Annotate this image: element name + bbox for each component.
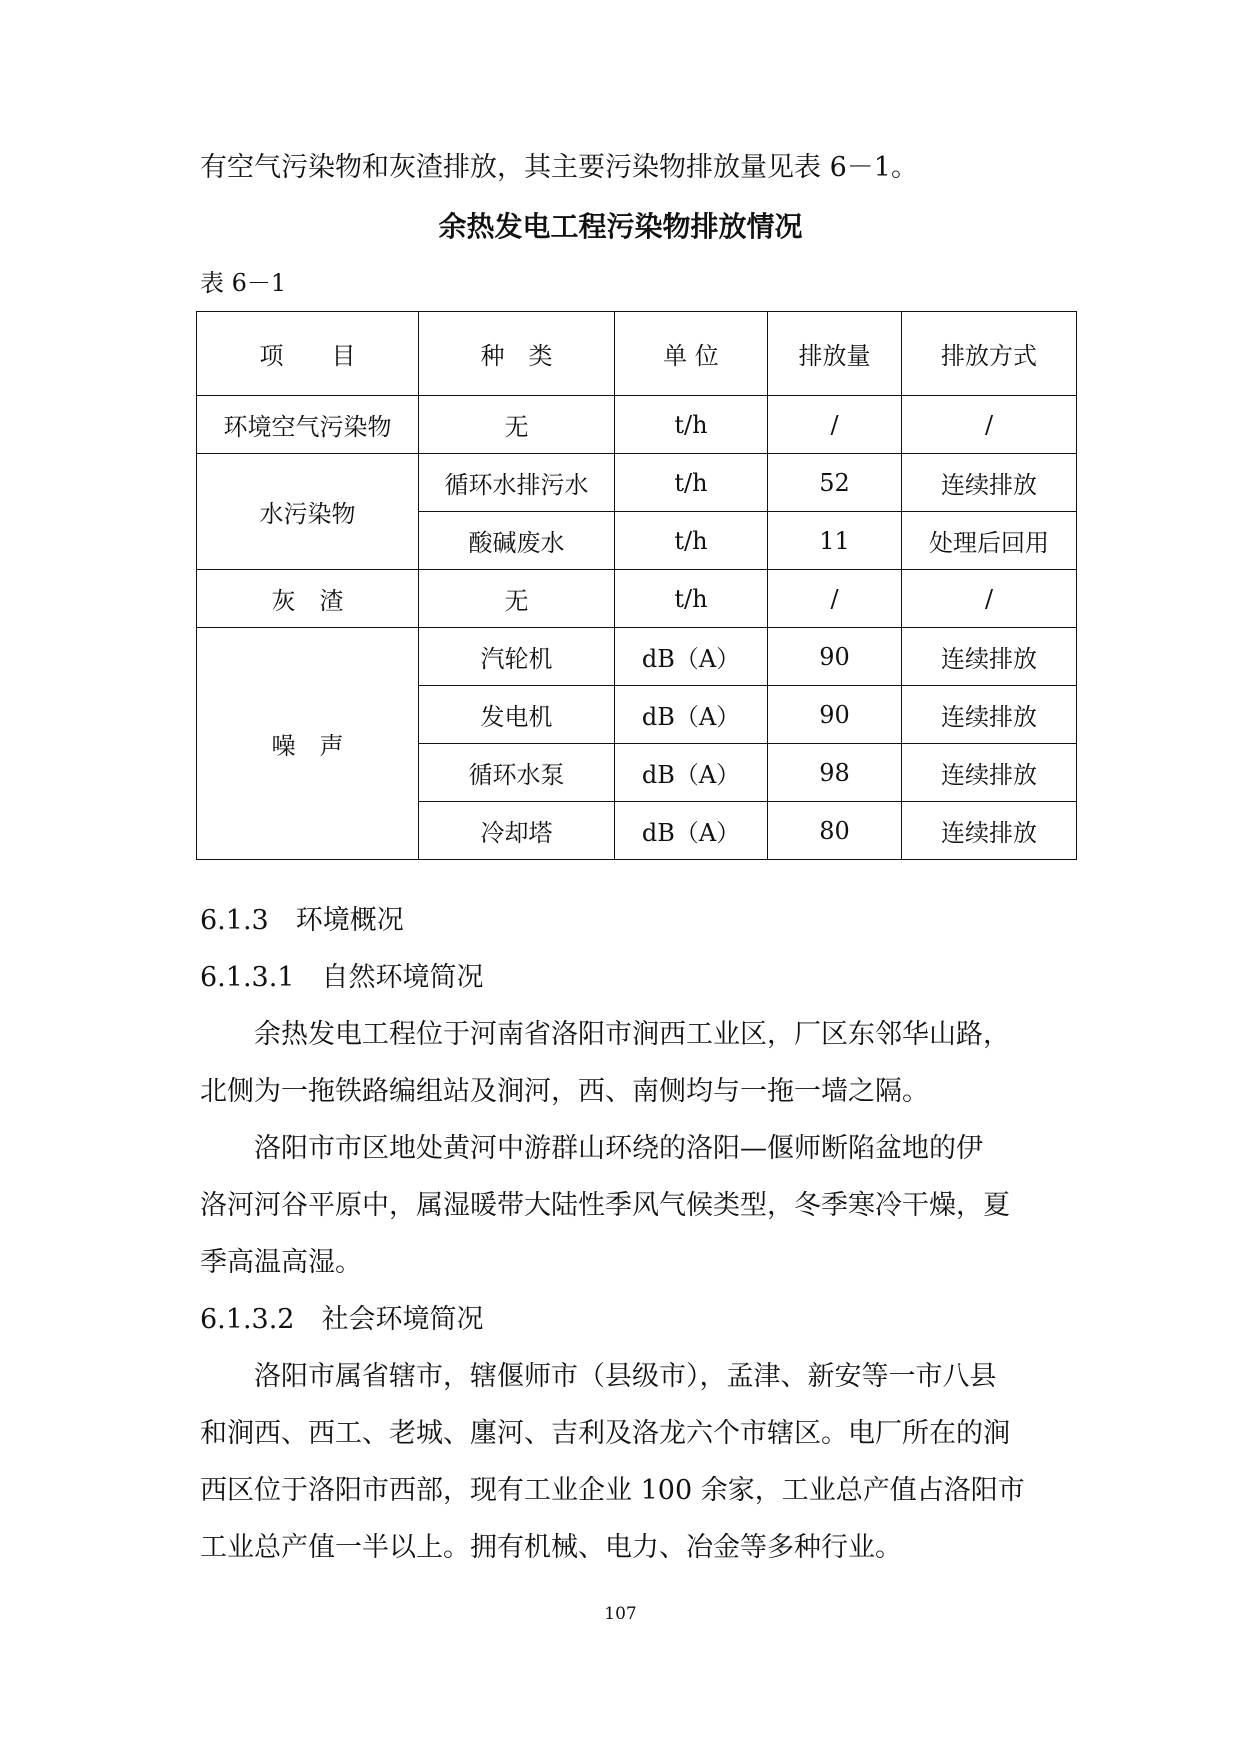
table-row [197,628,1077,686]
cell-mode: 连续排放 [902,802,1077,860]
header-mode: 排放方式 [902,312,1077,396]
cell-item: 水污染物 [197,454,419,570]
cell-amount: 52 [768,454,902,512]
paragraph-line: 季高温高湿。 [200,1247,362,1278]
paragraph-line: 余热发电工程位于河南省洛阳市涧西工业区，厂区东邻华山路， [254,1019,1010,1050]
paragraph-line: 洛阳市属省辖市，辖偃师市（县级市），孟津、新安等一市八县 [254,1361,997,1392]
cell-amount: 90 [768,628,902,686]
paragraph-line: 洛河河谷平原中，属湿暖带大陆性季风气候类型，冬季寒冷干燥，夏 [200,1190,1010,1221]
intro-line: 有空气污染物和灰渣排放，其主要污染物排放量见表 6－1。 [200,152,918,183]
header-amount: 排放量 [768,312,902,396]
header-unit: 单 位 [615,312,768,396]
cell-amount: 90 [768,686,902,744]
cell-mode: / [902,570,1077,628]
cell-unit: t/h [615,570,768,628]
header-kind: 种 类 [419,312,615,396]
cell-unit: dB（A） [615,686,768,744]
header-item: 项 目 [197,312,419,396]
cell-kind: 汽轮机 [419,628,615,686]
cell-mode: 连续排放 [902,454,1077,512]
cell-unit: t/h [615,512,768,570]
cell-unit: t/h [615,454,768,512]
table-row [197,570,1077,628]
cell-amount: / [768,396,902,454]
cell-item: 环境空气污染物 [197,396,419,454]
paragraph-line: 洛阳市市区地处黄河中游群山环绕的洛阳—偃师断陷盆地的伊 [254,1133,983,1164]
section-heading-6-1-3-2: 6.1.3.2 社会环境简况 [200,1304,484,1335]
cell-kind: 无 [419,396,615,454]
cell-item: 灰 渣 [197,570,419,628]
table-header-row [197,312,1077,396]
cell-kind: 酸碱废水 [419,512,615,570]
table-row [197,396,1077,454]
table-caption: 表 6－1 [200,269,287,297]
cell-unit: dB（A） [615,744,768,802]
cell-amount: 98 [768,744,902,802]
cell-mode: 连续排放 [902,744,1077,802]
cell-kind: 冷却塔 [419,802,615,860]
cell-amount: / [768,570,902,628]
section-heading-6-1-3-1: 6.1.3.1 自然环境简况 [200,962,484,993]
cell-kind: 无 [419,570,615,628]
cell-unit: dB（A） [615,802,768,860]
cell-mode: 连续排放 [902,628,1077,686]
table-title: 余热发电工程污染物排放情况 [438,210,803,243]
section-heading-6-1-3: 6.1.3 环境概况 [200,905,404,936]
paragraph-line: 北侧为一拖铁路编组站及涧河，西、南侧均与一拖一墙之隔。 [200,1076,929,1107]
paragraph-line: 和涧西、西工、老城、廛河、吉利及洛龙六个市辖区。电厂所在的涧 [200,1418,1010,1449]
cell-unit: dB（A） [615,628,768,686]
cell-mode: / [902,396,1077,454]
cell-amount: 11 [768,512,902,570]
paragraph-line: 工业总产值一半以上。拥有机械、电力、冶金等多种行业。 [200,1532,902,1563]
cell-amount: 80 [768,802,902,860]
pollutant-table [196,311,1077,860]
table-row [197,454,1077,512]
cell-item: 噪 声 [197,628,419,860]
paragraph-line: 西区位于洛阳市西部，现有工业企业 100 余家，工业总产值占洛阳市 [200,1475,1025,1506]
cell-kind: 循环水泵 [419,744,615,802]
cell-mode: 连续排放 [902,686,1077,744]
cell-kind: 循环水排污水 [419,454,615,512]
page-number: 107 [604,1604,637,1624]
cell-mode: 处理后回用 [902,512,1077,570]
cell-unit: t/h [615,396,768,454]
cell-kind: 发电机 [419,686,615,744]
